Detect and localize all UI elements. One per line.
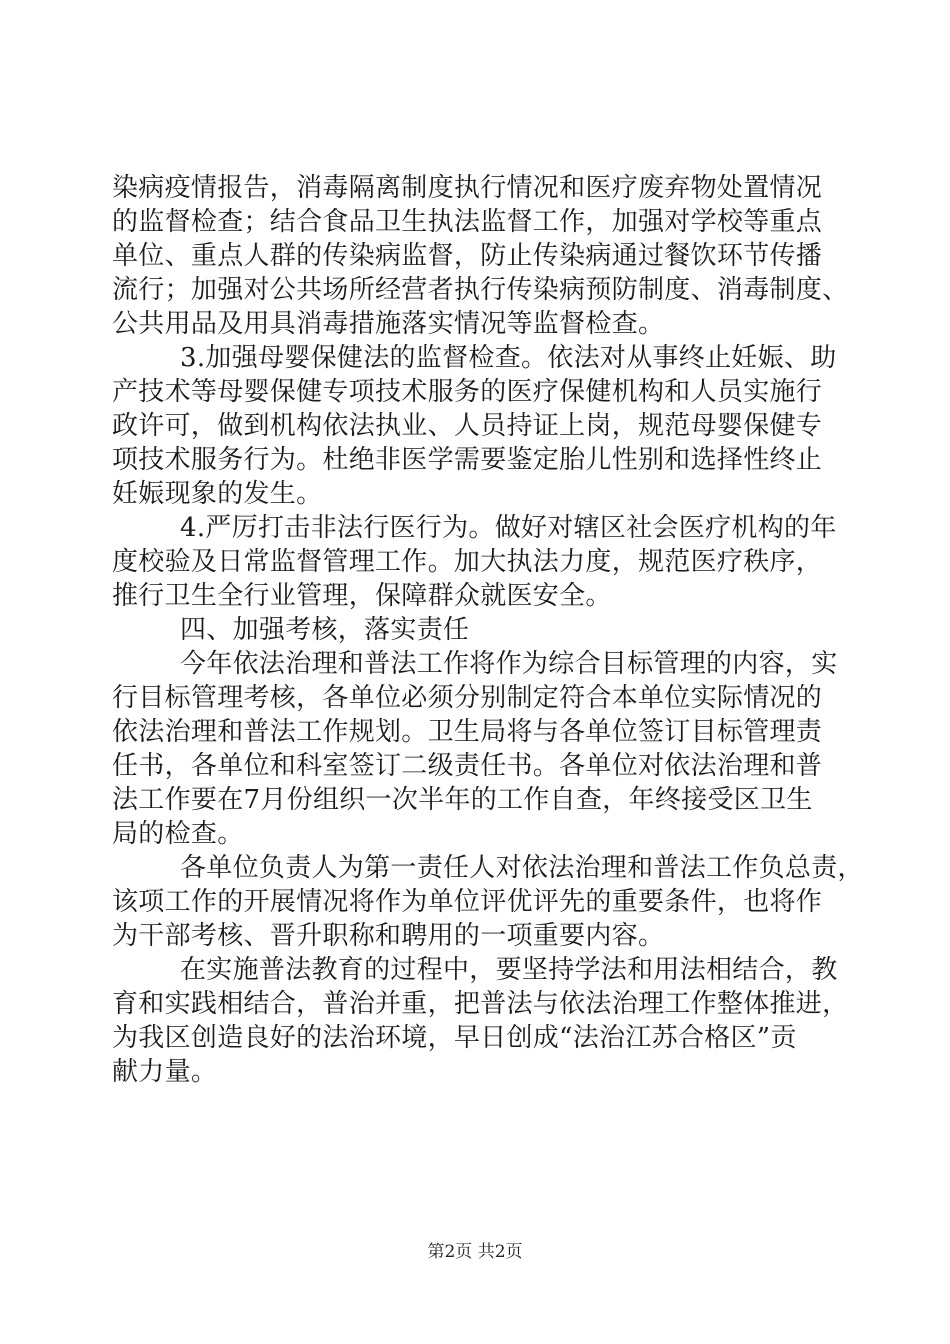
body-line: 公共用品及用具消毒措施落实情况等监督检查。 <box>112 309 665 339</box>
body-line: 政许可，做到机构依法执业、人员持证上岗，规范母婴保健专 <box>112 411 823 441</box>
body-line: 任书，各单位和科室签订二级责任书。各单位对依法治理和普 <box>112 751 823 781</box>
body-line: 度校验及日常监督管理工作。加大执法力度，规范医疗秩序， <box>112 547 823 577</box>
body-line: 法工作要在7月份组织一次半年的工作自查，年终接受区卫生 <box>112 785 813 815</box>
body-line: 育和实践相结合，普治并重，把普法与依法治理工作整体推进， <box>112 989 849 1019</box>
body-line: 献力量。 <box>112 1057 218 1087</box>
body-line: 为我区创造良好的法治环境，早日创成“法治江苏合格区”贡 <box>112 1023 797 1053</box>
section-heading: 四、加强考核，落实责任 <box>180 615 470 645</box>
body-line: 行目标管理考核，各单位必须分别制定符合本单位实际情况的 <box>112 683 823 713</box>
paragraph-first-line: 各单位负责人为第一责任人对依法治理和普法工作负总责， <box>180 853 864 883</box>
section-item-heading: 3.加强母婴保健法的监督检查。依法对从事终止妊娠、助 <box>180 343 837 373</box>
body-line: 推行卫生全行业管理，保障群众就医安全。 <box>112 581 612 611</box>
page-number-footer: 第2页 共2页 <box>427 1242 523 1262</box>
body-line: 妊娠现象的发生。 <box>112 479 323 509</box>
body-line: 该项工作的开展情况将作为单位评优评先的重要条件，也将作 <box>112 887 823 917</box>
body-line: 为干部考核、晋升职称和聘用的一项重要内容。 <box>112 921 665 951</box>
body-line: 项技术服务行为。杜绝非医学需要鉴定胎儿性别和选择性终止 <box>112 445 823 475</box>
body-line: 局的检查。 <box>112 819 244 849</box>
body-line: 单位、重点人群的传染病监督，防止传染病通过餐饮环节传播 <box>112 241 823 271</box>
body-line: 染病疫情报告，消毒隔离制度执行情况和医疗废弃物处置情况 <box>112 173 823 203</box>
body-line: 流行；加强对公共场所经营者执行传染病预防制度、消毒制度、 <box>112 275 849 305</box>
body-line: 依法治理和普法工作规划。卫生局将与各单位签订目标管理责 <box>112 717 823 747</box>
section-item-heading: 4.严厉打击非法行医行为。做好对辖区社会医疗机构的年 <box>180 513 837 543</box>
body-line: 的监督检查；结合食品卫生执法监督工作，加强对学校等重点 <box>112 207 823 237</box>
paragraph-first-line: 今年依法治理和普法工作将作为综合目标管理的内容，实 <box>180 649 838 679</box>
body-line: 产技术等母婴保健专项技术服务的医疗保健机构和人员实施行 <box>112 377 823 407</box>
paragraph-first-line: 在实施普法教育的过程中，要坚持学法和用法相结合，教 <box>180 955 838 985</box>
